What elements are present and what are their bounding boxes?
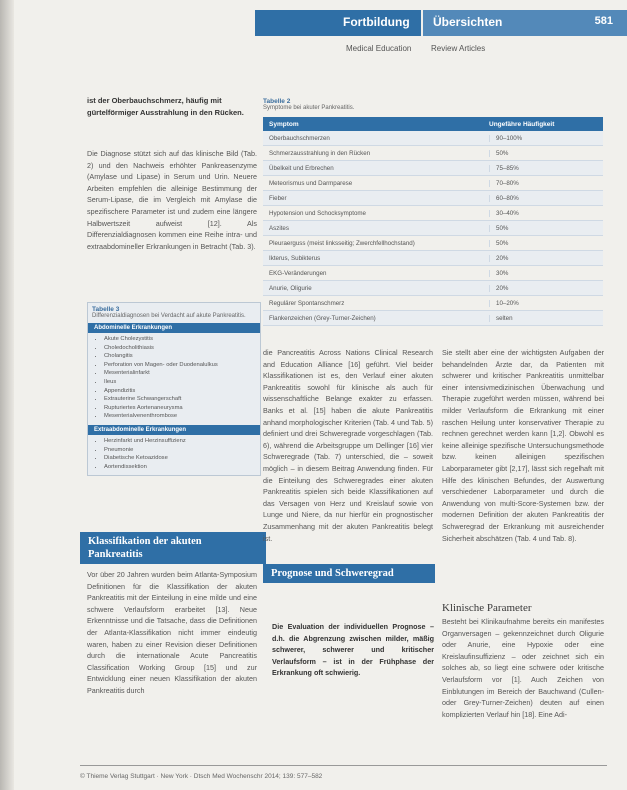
table-header-cell: Ungefähre Häufigkeit: [489, 120, 555, 128]
table-row: [263, 311, 603, 326]
table-cell: Flankenzeichen (Grey-Turner-Zeichen): [263, 315, 490, 322]
table-cell: Anurie, Oligurie: [263, 285, 490, 292]
list-item: • Cholangitis: [104, 352, 260, 361]
subheader-right: Review Articles: [431, 44, 486, 53]
table-cell: Fieber: [263, 195, 490, 202]
section-heading-classification: Klassifikation der akuten Pankreatitis: [80, 532, 266, 564]
list-item: • Mesenterialinfarkt: [104, 369, 260, 378]
page-footer: © Thieme Verlag Stuttgart · New York · Dtsch Med Wochenschr 2014; 139: 577–582: [80, 773, 323, 780]
table-cell: 10–20%: [496, 299, 519, 307]
table-group-heading: Abdominelle Erkrankungen: [88, 323, 260, 333]
table-row: [263, 236, 603, 251]
table-label: Tabelle 3: [92, 306, 120, 313]
column1-lower-paragraph: Vor über 20 Jahren wurden beim Atlanta-Symposium Definitionen für die Klassifikation der akuten Pankreatitis mit der Einteilung in eine milde und eine schwere Verlaufsform erarbeitet [13]. Neue Erkenntnisse und die Tatsache, dass die Definitionen der Atlanta-Klassifikation nicht immer eindeutig waren, haben zu einer Revision dieser Definitionen durch die internationale Acute Pancreatitis Classification Working Group [15] und zur Entwicklung einer neuen Klassifikation der akuten Pankreatitis durch: [87, 570, 257, 695]
table-label: Tabelle 2: [263, 98, 291, 105]
list-item: • Appendizitis: [104, 387, 260, 396]
table-cell: 20%: [496, 284, 509, 292]
intro-paragraph: ist der Oberbauchschmerz, häufig mit gürtelförmiger Ausstrahlung in den Rücken.: [87, 96, 244, 117]
header-category-label: Übersichten: [433, 15, 503, 29]
table-differential-diagnoses: [87, 302, 261, 476]
table-header-cell: Symptom: [269, 120, 299, 128]
list-item: • Diabetische Ketoazidose: [104, 454, 260, 463]
list-item: • Perforation von Magen- oder Duodenalulkus: [104, 361, 260, 370]
list-item: • Akute Cholezystitis: [104, 335, 260, 344]
header-section-label: Fortbildung: [343, 15, 410, 29]
table-row: [263, 191, 603, 206]
page-binding-shadow: [0, 0, 14, 790]
table-row: [263, 131, 603, 146]
table-cell: Übelkeit und Erbrechen: [263, 165, 490, 172]
list-item: • Mesenterialvenenthrombose: [104, 412, 260, 421]
table-cell: 60–80%: [496, 194, 519, 202]
table-body: [263, 131, 603, 326]
subheader-left: Medical Education: [346, 44, 412, 53]
table-row: [263, 221, 603, 236]
table-cell: 50%: [496, 224, 509, 232]
table-group-heading: Extraabdominelle Erkrankungen: [88, 425, 260, 435]
table-title: Symptome bei akuter Pankreatitis.: [263, 105, 355, 111]
table-cell: Aszites: [263, 225, 490, 232]
journal-header: [255, 10, 627, 36]
table-row: [263, 176, 603, 191]
table-row: [263, 296, 603, 311]
table-row: [263, 251, 603, 266]
table-cell: Oberbauchschmerzen: [263, 135, 490, 142]
column3-paragraph: Sie stellt aber eine der wichtigsten Aufgaben der behandelnden Ärzte dar, da Patienten mit schwerer und kritischer Pankreatitis unmittelbar einer intensivmedizinischen Überwachung und Therapie zugeführt werden müssen, während bei milder Verlaufsform die Erkrankung mit einer raschen Heilung unter konservativer Therapie zu rechnen gerechnet werden kann [1,2]. Obwohl es keine alleinige spezifische Untersuchungsmethode bzw. keinen alleinigen spezifischen Laborparameter gibt [2,17], lässt sich regelhaft mit Hilfe des klinischen Befundes, der Auswertung verschiedener Laborparameter und durch die Anwendung von multi-Score-Systemen bzw. der modernen Definition der akuten Pankreatitis der Schweregrad der Erkrankung mit ausreichender Sicherheit abschätzen (Tab. 4 und Tab. 8).: [442, 348, 604, 543]
table-cell: 75–85%: [496, 164, 519, 172]
table-cell: Hypotension und Schocksymptome: [263, 210, 490, 217]
table-title: Differenzialdiagnosen bei Verdacht auf akute Pankreatitis.: [92, 313, 246, 319]
table-cell: Regulärer Spontanschmerz: [263, 300, 490, 307]
table-cell: Ikterus, Subikterus: [263, 255, 490, 262]
section-heading-clinical-parameters: Klinische Parameter: [442, 602, 532, 614]
list-item: • Choledocholithiasis: [104, 344, 260, 353]
diagnosis-list: [88, 437, 260, 471]
table-cell: 30%: [496, 269, 509, 277]
table-cell: 30–40%: [496, 209, 519, 217]
column2-bold-paragraph: Die Evaluation der individuellen Prognose – d.h. die Abgrenzung zwischen milder, mäßig schwerer, schwerer und kritischer Verlaufsform – ist in der Frühphase der Erkrankung oft schwierig.: [272, 622, 434, 678]
table-cell: 50%: [496, 239, 509, 247]
table-row: [263, 281, 603, 296]
column3-lower-paragraph: Besteht bei Klinikaufnahme bereits ein manifestes Organversagen – gekennzeichnet durch Oligurie oder Anurie, eine Hypoxie oder eine Kreislaufinsuffizienz – oder zeichnet sich ein solches ab, so liegt eine schwere oder kritische Verlaufsform vor [1]. Auch Zeichen von Einblutungen im Bereich der Bauchwand (Cullen- oder Grey-Turner-Zeichen) deuten auf einen komplizierten Verlauf hin [18]. Eine Adi-: [442, 617, 604, 719]
diagnosis-list: [88, 335, 260, 421]
list-item: • Herzinfarkt und Herzinsuffizienz: [104, 437, 260, 446]
footer-rule: [80, 765, 607, 766]
table-row: [263, 161, 603, 176]
list-item: • Ileus: [104, 378, 260, 387]
section-heading-prognosis: Prognose und Schweregrad: [263, 564, 435, 583]
table-cell: 70–80%: [496, 179, 519, 187]
column1-paragraph: Die Diagnose stützt sich auf das klinische Bild (Tab. 2) und den Nachweis erhöhter Pankreasenzyme (Amylase und Lipase) in Serum und Urin. Neuere Arbeiten empfehlen die alleinige Bestimmung der Serum-Lipase, die im Vergleich mit Amylase die spezifischere Parameter ist und zudem eine längere Halbwertszeit aufweist [12]. Als Differenzialdiagnosen kommen eine Reihe intra- und extraabdomineller Erkrankungen in Betracht (Tab. 3).: [87, 149, 257, 251]
table-cell: EKG-Veränderungen: [263, 270, 490, 277]
table-symptoms: [263, 98, 603, 326]
table-cell: 20%: [496, 254, 509, 262]
table-cell: Meteorismus und Darmparese: [263, 180, 490, 187]
table-row: [263, 146, 603, 161]
table-header-row: [263, 117, 603, 131]
table-cell: Pleuraerguss (meist linksseitig; Zwerchfellhochstand): [263, 240, 490, 247]
list-item: • Aortendissektion: [104, 463, 260, 472]
table-cell: Schmerzausstrahlung in den Rücken: [263, 150, 490, 157]
page-number: 581: [594, 15, 613, 27]
column2-paragraph: die Pancreatitis Across Nations Clinical Research and Education Alliance [16] geführt. Viel beider Klassifikationen ist es, den Verlauf einer akuten Pankreatitis sowohl für klinische als auch für wissenschaftliche Belange exakter zu erfassen. Banks et al. [15] haben die akute Pankreatitis anhand morphologischer Kriterien (Tab. 4 und Tab. 5) definiert und drei Schweregrade vorgeschlagen (Tab. 6), während die Arbeitsgruppe um Dellinger [16] vier Schweregrade (Tab. 7) unterschied, die – soweit möglich – in diesem Beitrag Anwendung finden. Für die Einteilung des Schweregrades einer akuten Pankreatitis spielen sich beide Klassifikationen auf das Versagen von Herz und Kreislauf sowie von Lunge und Niere, da nur hierfür ein prognostischer Zusammenhang mit der akuten Pankreatitis belegt ist.: [263, 348, 433, 543]
table-cell: 90–100%: [496, 134, 523, 142]
table-row: [263, 206, 603, 221]
list-item: • Rupturiertes Aortenaneurysma: [104, 404, 260, 413]
table-cell: 50%: [496, 149, 509, 157]
list-item: • Pneumonie: [104, 446, 260, 455]
list-item: • Extrauterine Schwangerschaft: [104, 395, 260, 404]
table-cell: selten: [496, 314, 513, 322]
table-row: [263, 266, 603, 281]
